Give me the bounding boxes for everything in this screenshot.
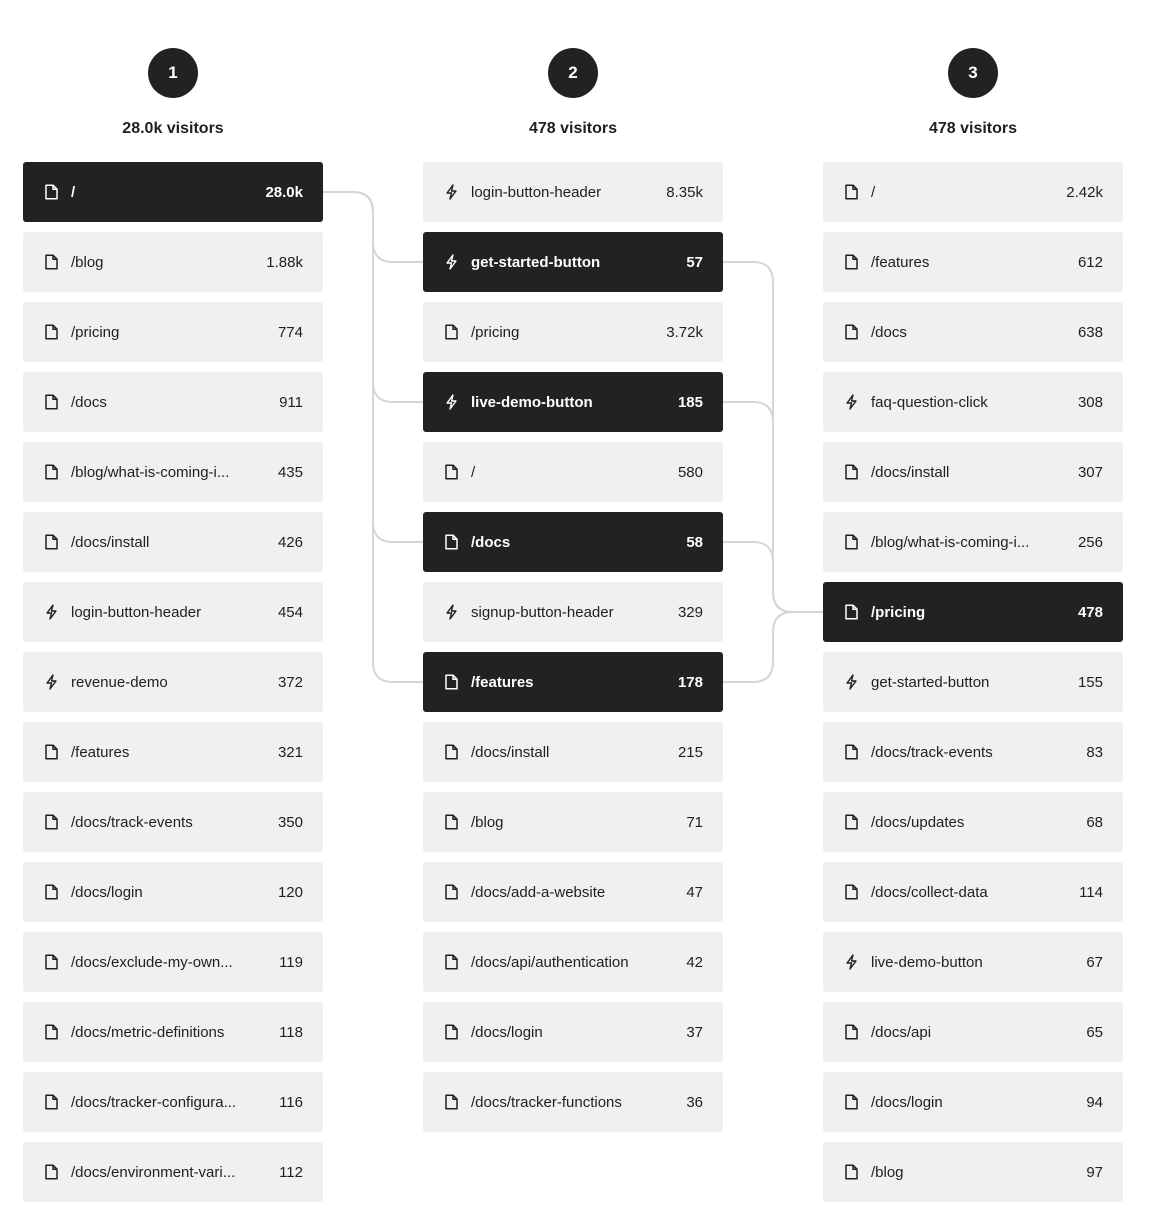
step-row[interactable] bbox=[823, 582, 1123, 642]
row-label: signup-button-header bbox=[471, 603, 614, 621]
step-row[interactable] bbox=[423, 442, 723, 502]
row-count: 638 bbox=[1077, 323, 1103, 341]
row-count: 37 bbox=[686, 1023, 703, 1041]
row-label: /blog/what-is-coming-i... bbox=[871, 533, 1030, 551]
page-icon bbox=[844, 604, 858, 620]
row-label: revenue-demo bbox=[71, 673, 168, 691]
page-icon bbox=[44, 954, 58, 970]
row-label: /docs/collect-data bbox=[871, 883, 988, 901]
bolt-icon bbox=[844, 394, 858, 410]
page-icon bbox=[444, 324, 458, 340]
step-visitors-label: 478 visitors bbox=[528, 120, 618, 137]
page-icon bbox=[844, 324, 858, 340]
step-row[interactable] bbox=[423, 1002, 723, 1062]
row-count: 118 bbox=[279, 1023, 303, 1041]
connector-line bbox=[323, 192, 423, 262]
page-icon bbox=[44, 184, 58, 200]
step-row[interactable] bbox=[823, 862, 1123, 922]
row-count: 83 bbox=[1086, 743, 1103, 761]
row-count: 67 bbox=[1086, 953, 1103, 971]
row-count: 71 bbox=[686, 813, 703, 831]
row-label: /docs/track-events bbox=[871, 743, 993, 761]
row-count: 178 bbox=[677, 673, 703, 691]
row-label: /docs bbox=[71, 393, 107, 411]
step-row[interactable] bbox=[423, 652, 723, 712]
page-icon bbox=[844, 464, 858, 480]
row-count: 321 bbox=[277, 743, 303, 761]
page-icon bbox=[44, 1164, 58, 1180]
page-icon bbox=[844, 534, 858, 550]
step-number-badge: 1 bbox=[148, 48, 198, 98]
bolt-icon bbox=[844, 954, 858, 970]
page-icon bbox=[44, 744, 58, 760]
row-count: 114 bbox=[1079, 883, 1103, 901]
row-count: 94 bbox=[1086, 1093, 1103, 1111]
row-label: /docs/metric-definitions bbox=[71, 1023, 225, 1041]
step-row[interactable] bbox=[423, 582, 723, 642]
page-icon bbox=[444, 674, 458, 690]
step-row[interactable] bbox=[823, 722, 1123, 782]
row-label: /docs/api/authentication bbox=[471, 953, 629, 971]
row-count: 119 bbox=[279, 953, 303, 971]
step-row[interactable] bbox=[23, 302, 323, 362]
page-icon bbox=[44, 534, 58, 550]
row-label: /docs/add-a-website bbox=[471, 883, 606, 901]
row-count: 116 bbox=[279, 1093, 303, 1111]
row-label: / bbox=[71, 183, 76, 201]
row-count: 911 bbox=[279, 393, 303, 411]
step-row[interactable] bbox=[823, 232, 1123, 292]
page-icon bbox=[444, 954, 458, 970]
page-icon bbox=[844, 744, 858, 760]
step-number-badge: 2 bbox=[548, 48, 598, 98]
step-row[interactable] bbox=[423, 302, 723, 362]
row-label: get-started-button bbox=[871, 673, 990, 691]
page-icon bbox=[844, 184, 858, 200]
row-label: /docs bbox=[871, 323, 907, 341]
row-label: /docs/install bbox=[471, 743, 550, 761]
page-icon bbox=[444, 1094, 458, 1110]
row-label: live-demo-button bbox=[471, 393, 593, 411]
row-label: /features bbox=[71, 743, 130, 761]
row-count: 97 bbox=[1086, 1163, 1103, 1181]
step-row[interactable] bbox=[423, 932, 723, 992]
row-count: 612 bbox=[1077, 253, 1103, 271]
row-label: /pricing bbox=[471, 323, 520, 341]
page-icon bbox=[444, 534, 458, 550]
step-row[interactable] bbox=[823, 372, 1123, 432]
step-number-badge: 3 bbox=[948, 48, 998, 98]
step-row[interactable] bbox=[23, 232, 323, 292]
row-count: 774 bbox=[277, 323, 303, 341]
page-icon bbox=[844, 1164, 858, 1180]
bolt-icon bbox=[444, 254, 458, 270]
row-count: 47 bbox=[686, 883, 703, 901]
step-row[interactable] bbox=[23, 862, 323, 922]
step-row[interactable] bbox=[23, 1072, 323, 1132]
row-label: /pricing bbox=[871, 603, 926, 621]
step-row[interactable] bbox=[23, 1002, 323, 1062]
row-count: 58 bbox=[686, 533, 703, 551]
bolt-icon bbox=[44, 674, 58, 690]
row-count: 155 bbox=[1077, 673, 1103, 691]
row-count: 478 bbox=[1077, 603, 1103, 621]
bolt-icon bbox=[444, 184, 458, 200]
page-icon bbox=[444, 814, 458, 830]
row-count: 68 bbox=[1086, 813, 1103, 831]
step-row[interactable] bbox=[23, 162, 323, 222]
row-label: /docs/updates bbox=[871, 813, 965, 831]
page-icon bbox=[844, 254, 858, 270]
step-row[interactable] bbox=[423, 862, 723, 922]
row-count: 454 bbox=[277, 603, 303, 621]
step-row[interactable] bbox=[823, 162, 1123, 222]
row-label: /pricing bbox=[71, 323, 120, 341]
row-label: /blog bbox=[471, 813, 504, 831]
step-row[interactable] bbox=[23, 792, 323, 852]
step-row[interactable] bbox=[423, 512, 723, 572]
row-label: /docs/tracker-functions bbox=[471, 1093, 622, 1111]
page-icon bbox=[844, 884, 858, 900]
step-row[interactable] bbox=[23, 1142, 323, 1202]
bolt-icon bbox=[844, 674, 858, 690]
step-row[interactable] bbox=[23, 582, 323, 642]
step-visitors-label: 478 visitors bbox=[928, 120, 1018, 137]
step-row[interactable] bbox=[823, 932, 1123, 992]
row-count: 57 bbox=[686, 253, 703, 271]
row-label: /blog bbox=[71, 253, 104, 271]
step-row[interactable] bbox=[23, 372, 323, 432]
row-count: 8.35k bbox=[666, 183, 703, 201]
page-icon bbox=[844, 1094, 858, 1110]
step-row[interactable] bbox=[23, 652, 323, 712]
row-label: /docs/login bbox=[71, 883, 143, 901]
page-icon bbox=[444, 1024, 458, 1040]
row-count: 28.0k bbox=[265, 183, 303, 201]
row-label: faq-question-click bbox=[871, 393, 988, 411]
step-row[interactable] bbox=[23, 722, 323, 782]
connector-line bbox=[723, 542, 823, 612]
step-row[interactable] bbox=[823, 302, 1123, 362]
page-icon bbox=[844, 814, 858, 830]
step-row[interactable] bbox=[423, 792, 723, 852]
row-label: live-demo-button bbox=[871, 953, 983, 971]
connector-line bbox=[723, 402, 823, 612]
row-count: 329 bbox=[677, 603, 703, 621]
row-count: 372 bbox=[277, 673, 303, 691]
step-row[interactable] bbox=[423, 722, 723, 782]
row-label: /features bbox=[871, 253, 930, 271]
step-row[interactable] bbox=[823, 792, 1123, 852]
page-icon bbox=[44, 1024, 58, 1040]
row-label: /docs/environment-vari... bbox=[71, 1163, 236, 1181]
bolt-icon bbox=[444, 604, 458, 620]
page-icon bbox=[444, 744, 458, 760]
row-count: 215 bbox=[677, 743, 703, 761]
bolt-icon bbox=[44, 604, 58, 620]
row-label: /blog/what-is-coming-i... bbox=[71, 463, 230, 481]
row-count: 426 bbox=[277, 533, 303, 551]
page-icon bbox=[844, 1024, 858, 1040]
row-label: / bbox=[871, 183, 876, 201]
step-row[interactable] bbox=[23, 442, 323, 502]
row-label: / bbox=[471, 463, 476, 481]
row-count: 256 bbox=[1077, 533, 1103, 551]
connector-line bbox=[723, 262, 823, 612]
row-label: /docs/install bbox=[871, 463, 950, 481]
row-count: 112 bbox=[279, 1163, 303, 1181]
row-label: get-started-button bbox=[471, 253, 601, 271]
row-label: /blog bbox=[871, 1163, 904, 1181]
row-count: 307 bbox=[1077, 463, 1103, 481]
row-count: 1.88k bbox=[266, 253, 303, 271]
step-row[interactable] bbox=[423, 232, 723, 292]
step-row[interactable] bbox=[823, 1142, 1123, 1202]
row-count: 3.72k bbox=[666, 323, 703, 341]
step-row[interactable] bbox=[823, 512, 1123, 572]
row-label: /docs/login bbox=[871, 1093, 943, 1111]
page-icon bbox=[44, 254, 58, 270]
step-row[interactable] bbox=[23, 512, 323, 572]
connector-line bbox=[323, 192, 423, 682]
page-icon bbox=[444, 464, 458, 480]
step-row[interactable] bbox=[423, 1072, 723, 1132]
row-count: 36 bbox=[686, 1093, 703, 1111]
step-row[interactable] bbox=[423, 372, 723, 432]
row-label: /docs/api bbox=[871, 1023, 932, 1041]
row-count: 65 bbox=[1086, 1023, 1103, 1041]
step-row[interactable] bbox=[23, 932, 323, 992]
row-label: login-button-header bbox=[71, 603, 202, 621]
page-icon bbox=[44, 884, 58, 900]
row-label: /docs/tracker-configura... bbox=[71, 1093, 237, 1111]
page-icon bbox=[44, 814, 58, 830]
row-count: 42 bbox=[686, 953, 703, 971]
row-label: login-button-header bbox=[471, 183, 602, 201]
row-count: 120 bbox=[277, 883, 303, 901]
connector-line bbox=[323, 192, 423, 402]
row-label: /docs/install bbox=[71, 533, 150, 551]
page-icon bbox=[44, 324, 58, 340]
step-row[interactable] bbox=[823, 1002, 1123, 1062]
connector-line bbox=[723, 612, 823, 682]
step-row[interactable] bbox=[823, 442, 1123, 502]
row-label: /features bbox=[471, 673, 534, 691]
row-count: 350 bbox=[277, 813, 303, 831]
row-label: /docs/track-events bbox=[71, 813, 193, 831]
row-count: 435 bbox=[277, 463, 303, 481]
connector-line bbox=[323, 192, 423, 542]
page-icon bbox=[44, 394, 58, 410]
row-count: 185 bbox=[677, 393, 703, 411]
page-icon bbox=[44, 464, 58, 480]
step-visitors-label: 28.0k visitors bbox=[122, 120, 224, 137]
row-count: 580 bbox=[677, 463, 703, 481]
bolt-icon bbox=[444, 394, 458, 410]
row-count: 2.42k bbox=[1066, 183, 1103, 201]
step-row[interactable] bbox=[823, 1072, 1123, 1132]
row-count: 308 bbox=[1077, 393, 1103, 411]
page-icon bbox=[44, 1094, 58, 1110]
row-label: /docs bbox=[471, 533, 511, 551]
step-row[interactable] bbox=[823, 652, 1123, 712]
row-label: /docs/login bbox=[471, 1023, 543, 1041]
row-label: /docs/exclude-my-own... bbox=[71, 953, 233, 971]
page-icon bbox=[444, 884, 458, 900]
step-row[interactable] bbox=[423, 162, 723, 222]
